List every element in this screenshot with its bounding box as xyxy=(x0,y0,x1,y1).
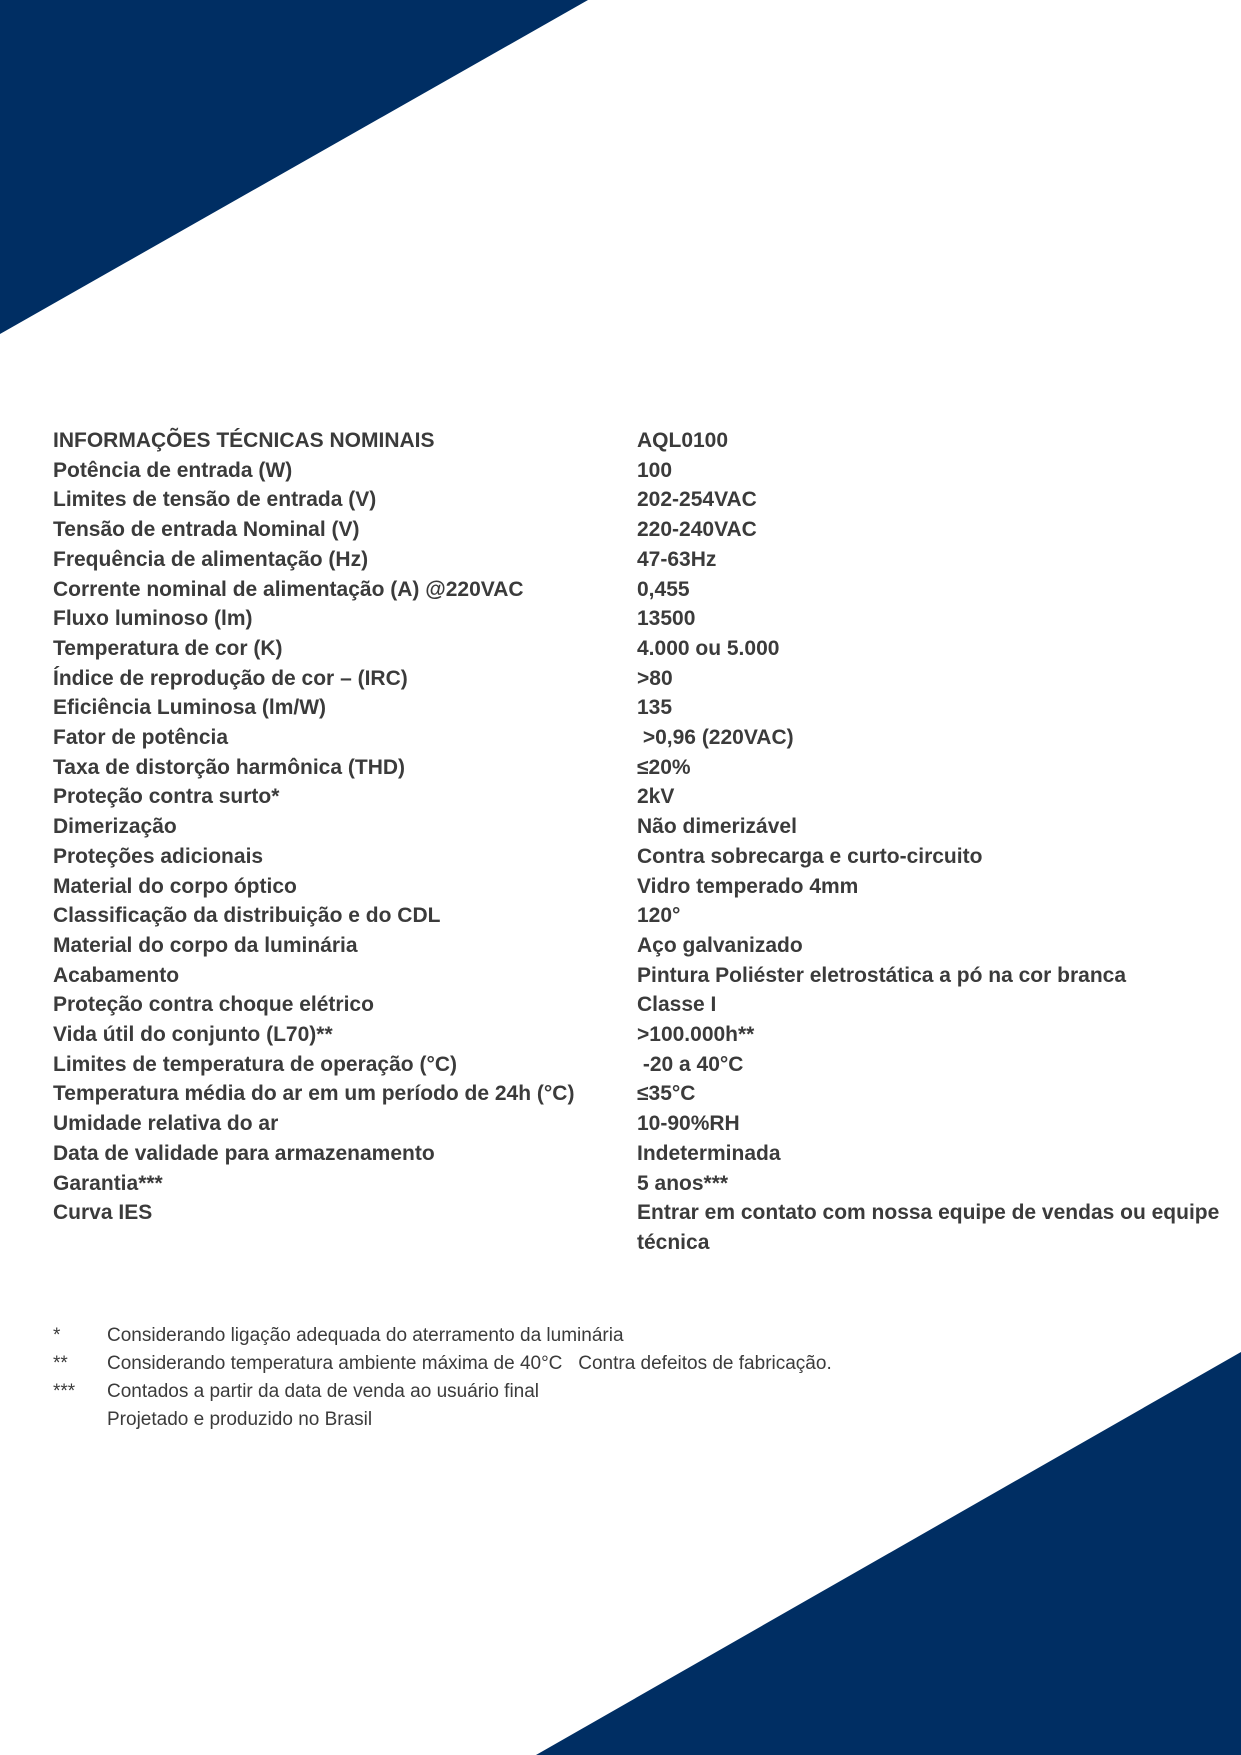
spec-value: 0,455 xyxy=(637,577,690,601)
spec-value: 10-90%RH xyxy=(637,1112,740,1136)
spec-row xyxy=(53,961,1222,991)
spec-row xyxy=(53,1050,1222,1080)
spec-label: Fluxo luminoso (lm) xyxy=(53,607,253,631)
spec-value: >0,96 (220VAC) xyxy=(637,726,794,750)
spec-value: 120° xyxy=(637,904,681,928)
spec-label: Corrente nominal de alimentação (A) @220VAC xyxy=(53,577,524,601)
spec-value: Indeterminada xyxy=(637,1141,781,1165)
spec-label: Material do corpo óptico xyxy=(53,874,297,898)
spec-value: Entrar em contato com nossa equipe de vendas ou equipe técnica xyxy=(637,1201,1226,1254)
spec-table xyxy=(53,426,1226,1258)
spec-row xyxy=(53,1109,1222,1139)
spec-label: Acabamento xyxy=(53,963,180,987)
top-left-triangle xyxy=(0,0,588,334)
spec-row xyxy=(53,753,1222,783)
spec-row xyxy=(53,723,1222,753)
spec-row xyxy=(53,872,1222,902)
spec-row xyxy=(53,812,1222,842)
spec-value: Classe I xyxy=(637,993,717,1017)
spec-label: Fator de potência xyxy=(53,726,229,750)
spec-table-header xyxy=(53,426,1222,456)
footnote-marker: * xyxy=(53,1325,61,1346)
spec-row xyxy=(53,901,1222,931)
spec-section xyxy=(53,426,1233,1258)
spec-row xyxy=(53,842,1222,872)
footnote-marker: *** xyxy=(53,1381,76,1402)
spec-label: Dimerização xyxy=(53,815,177,839)
spec-value: Não dimerizável xyxy=(637,815,797,839)
spec-label: Índice de reprodução de cor – (IRC) xyxy=(53,666,408,690)
spec-row xyxy=(53,1139,1222,1169)
spec-value: 4.000 ou 5.000 xyxy=(637,636,780,660)
spec-label: Proteção contra choque elétrico xyxy=(53,993,374,1017)
spec-value: 100 xyxy=(637,458,673,482)
spec-row xyxy=(53,782,1222,812)
spec-label: Data de validade para armazenamento xyxy=(53,1141,435,1165)
footnote xyxy=(53,1406,832,1434)
spec-row xyxy=(53,515,1222,545)
spec-row xyxy=(53,931,1222,961)
spec-label: Proteções adicionais xyxy=(53,844,264,868)
spec-value: 47-63Hz xyxy=(637,547,717,571)
spec-row xyxy=(53,664,1222,694)
spec-label: Proteção contra surto* xyxy=(53,785,280,809)
footnote-text: Considerando ligação adequada do aterramento da luminária xyxy=(107,1325,624,1346)
footnote-text: Considerando temperatura ambiente máxima de 40°C Contra defeitos de fabricação. xyxy=(107,1353,832,1374)
spec-value: ≤20% xyxy=(637,755,691,779)
spec-label: Garantia*** xyxy=(53,1171,163,1195)
spec-row xyxy=(53,545,1222,575)
spec-value: ≤35°C xyxy=(637,1082,696,1106)
footnote-marker: ** xyxy=(53,1353,68,1374)
footnote xyxy=(53,1350,832,1378)
spec-value: >100.000h** xyxy=(637,1023,755,1047)
spec-row xyxy=(53,604,1222,634)
spec-value: 135 xyxy=(637,696,673,720)
footnote xyxy=(53,1322,832,1350)
spec-row xyxy=(53,1198,1222,1257)
spec-label: Limites de tensão de entrada (V) xyxy=(53,488,377,512)
spec-row xyxy=(53,485,1222,515)
spec-value: 220-240VAC xyxy=(637,518,757,542)
footnotes xyxy=(53,1322,832,1434)
spec-row xyxy=(53,1169,1222,1199)
footnote-marker xyxy=(53,1406,107,1434)
spec-value: Contra sobrecarga e curto-circuito xyxy=(637,844,983,868)
spec-label: Classificação da distribuição e do CDL xyxy=(53,904,441,928)
spec-label: Frequência de alimentação (Hz) xyxy=(53,547,369,571)
spec-label: Eficiência Luminosa (lm/W) xyxy=(53,696,327,720)
spec-header-model: AQL0100 xyxy=(637,429,729,452)
spec-value: Aço galvanizado xyxy=(637,933,803,957)
spec-value: Pintura Poliéster eletrostática a pó na cor branca xyxy=(637,963,1126,987)
spec-value: 2kV xyxy=(637,785,675,809)
spec-row xyxy=(53,634,1222,664)
spec-row xyxy=(53,1079,1222,1109)
spec-row xyxy=(53,575,1222,605)
spec-label: Potência de entrada (W) xyxy=(53,458,293,482)
footnote xyxy=(53,1378,832,1406)
spec-label: Limites de temperatura de operação (°C) xyxy=(53,1052,458,1076)
footnote-text: Projetado e produzido no Brasil xyxy=(107,1409,373,1430)
spec-label: Vida útil do conjunto (L70)** xyxy=(53,1023,333,1047)
spec-value: >80 xyxy=(637,666,673,690)
spec-label: Material do corpo da luminária xyxy=(53,933,358,957)
spec-label: Taxa de distorção harmônica (THD) xyxy=(53,755,406,779)
spec-row xyxy=(53,456,1222,486)
spec-value: -20 a 40°C xyxy=(637,1052,744,1076)
spec-row xyxy=(53,693,1222,723)
spec-value: 13500 xyxy=(637,607,696,631)
spec-value: Vidro temperado 4mm xyxy=(637,874,859,898)
spec-value: 5 anos*** xyxy=(637,1171,729,1195)
spec-label: Curva IES xyxy=(53,1201,153,1225)
spec-row xyxy=(53,1020,1222,1050)
spec-header-title: INFORMAÇÕES TÉCNICAS NOMINAIS xyxy=(53,429,435,452)
spec-row xyxy=(53,990,1222,1020)
spec-label: Temperatura de cor (K) xyxy=(53,636,283,660)
spec-label: Umidade relativa do ar xyxy=(53,1112,279,1136)
spec-label: Temperatura média do ar em um período de 24h (°C) xyxy=(53,1082,575,1106)
spec-value: 202-254VAC xyxy=(637,488,757,512)
footnote-text: Contados a partir da data de venda ao usuário final xyxy=(107,1381,540,1402)
spec-label: Tensão de entrada Nominal (V) xyxy=(53,518,360,542)
